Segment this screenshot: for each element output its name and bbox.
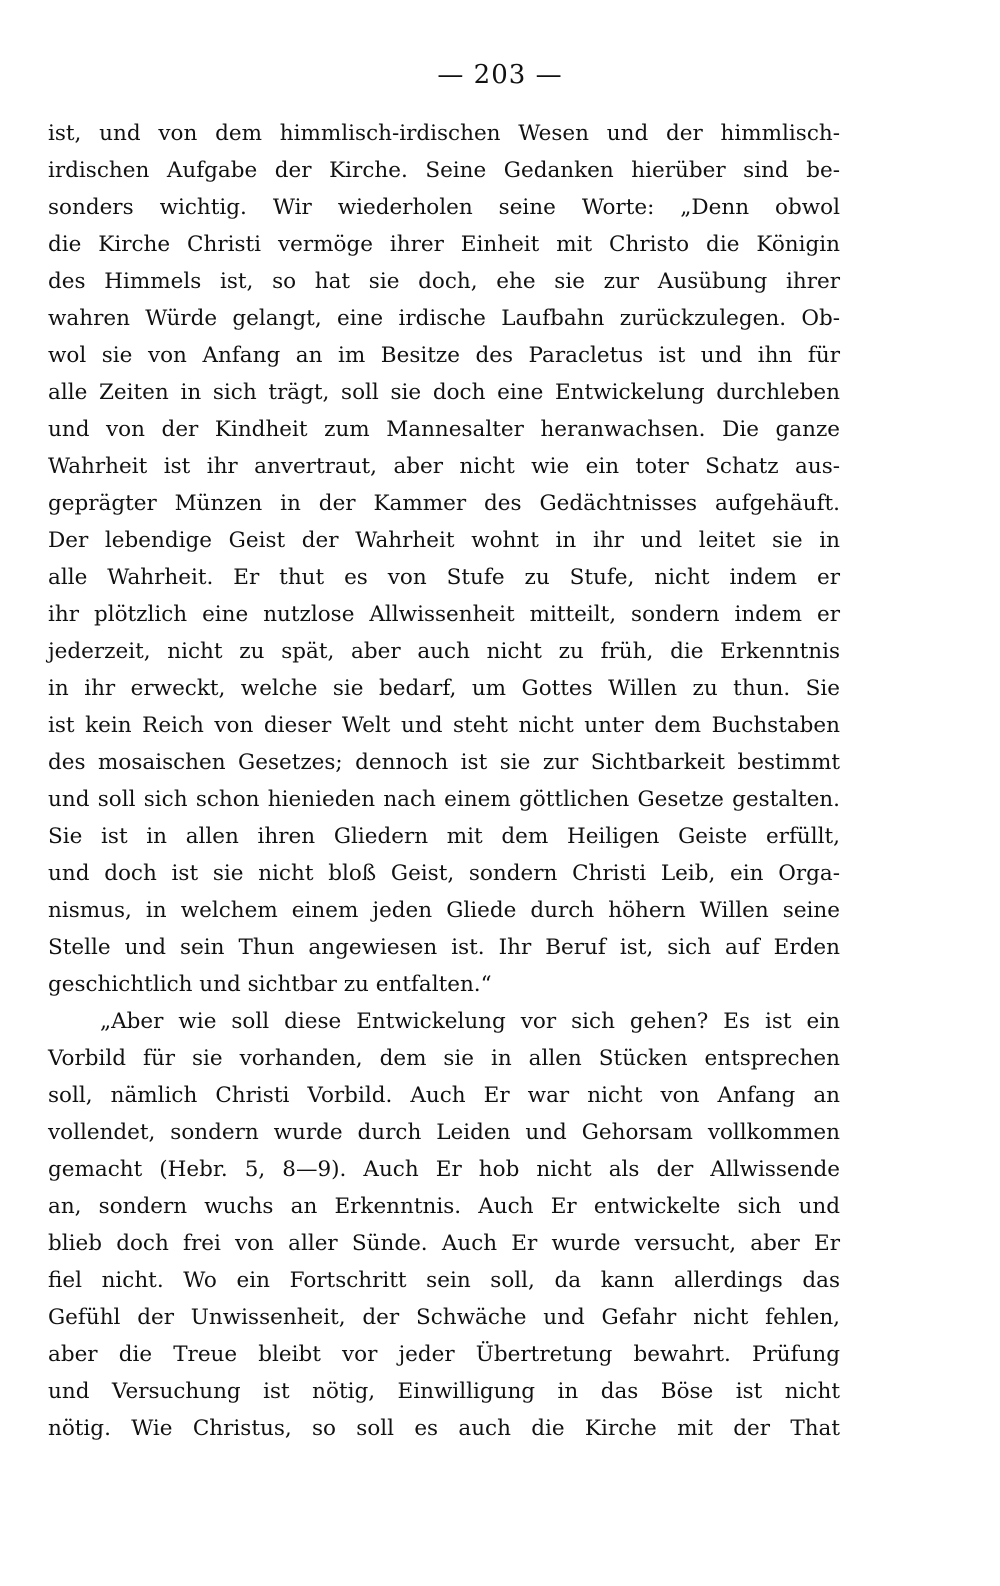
text-line: blieb doch frei von aller Sünde. Auch Er wurde versucht, aber Er: [48, 1231, 840, 1256]
text-line: Stelle und sein Thun angewiesen ist. Ihr Beruf ist, sich auf Erden: [48, 935, 840, 960]
text-line: fiel nicht. Wo ein Fortschritt sein soll, da kann allerdings das: [48, 1268, 840, 1293]
text-line: und Versuchung ist nötig, Einwilligung in das Böse ist nicht: [48, 1379, 840, 1404]
text-line: geprägter Münzen in der Kammer des Gedächtnisses aufgehäuft.: [48, 491, 840, 516]
text-line: sonders wichtig. Wir wiederholen seine Worte: „Denn obwol: [48, 195, 840, 220]
text-line: die Kirche Christi vermöge ihrer Einheit mit Christo die Königin: [48, 232, 840, 257]
text-line: wahren Würde gelangt, eine irdische Laufbahn zurückzulegen. Ob-: [48, 306, 840, 331]
text-line: irdischen Aufgabe der Kirche. Seine Gedanken hierüber sind be-: [48, 158, 840, 183]
text-line: an, sondern wuchs an Erkenntnis. Auch Er entwickelte sich und: [48, 1194, 840, 1219]
paragraph-2: [48, 1003, 840, 1447]
text-line: ist, und von dem himmlisch-irdischen Wesen und der himmlisch-: [48, 121, 840, 146]
body-text: [48, 115, 840, 1447]
text-line: vollendet, sondern wurde durch Leiden und Gehorsam vollkommen: [48, 1120, 840, 1145]
text-line: geschichtlich und sichtbar zu entfalten.“: [48, 972, 492, 997]
text-line: nötig. Wie Christus, so soll es auch die Kirche mit der That: [48, 1416, 840, 1441]
text-line: des mosaischen Gesetzes; dennoch ist sie zur Sichtbarkeit bestimmt: [48, 750, 840, 775]
text-line: gemacht (Hebr. 5, 8—9). Auch Er hob nicht als der Allwissende: [48, 1157, 840, 1182]
text-line: wol sie von Anfang an im Besitze des Paracletus ist und ihn für: [48, 343, 840, 368]
text-line: alle Zeiten in sich trägt, soll sie doch eine Entwickelung durchleben: [48, 380, 840, 405]
page-number: — 203 —: [437, 60, 563, 90]
text-line: und doch ist sie nicht bloß Geist, sondern Christi Leib, ein Orga-: [48, 861, 840, 886]
text-line: nismus, in welchem einem jeden Gliede durch höhern Willen seine: [48, 898, 840, 923]
text-line: jederzeit, nicht zu spät, aber auch nicht zu früh, die Erkenntnis: [48, 639, 840, 664]
text-line: alle Wahrheit. Er thut es von Stufe zu Stufe, nicht indem er: [48, 565, 840, 590]
text-line: und soll sich schon hienieden nach einem göttlichen Gesetze gestalten.: [48, 787, 840, 812]
text-line: Der lebendige Geist der Wahrheit wohnt in ihr und leitet sie in: [48, 528, 840, 553]
text-line: aber die Treue bleibt vor jeder Übertretung bewahrt. Prüfung: [48, 1342, 840, 1367]
text-line: ihr plötzlich eine nutzlose Allwissenheit mitteilt, sondern indem er: [48, 602, 840, 627]
text-line: soll, nämlich Christi Vorbild. Auch Er war nicht von Anfang an: [48, 1083, 840, 1108]
text-line: Gefühl der Unwissenheit, der Schwäche und Gefahr nicht fehlen,: [48, 1305, 840, 1330]
text-line: in ihr erweckt, welche sie bedarf, um Gottes Willen zu thun. Sie: [48, 676, 840, 701]
text-line: und von der Kindheit zum Mannesalter heranwachsen. Die ganze: [48, 417, 840, 442]
text-line: „Aber wie soll diese Entwickelung vor sich gehen? Es ist ein: [100, 1009, 840, 1034]
text-line: ist kein Reich von dieser Welt und steht nicht unter dem Buchstaben: [48, 713, 840, 738]
text-line: des Himmels ist, so hat sie doch, ehe sie zur Ausübung ihrer: [48, 269, 840, 294]
text-line: Vorbild für sie vorhanden, dem sie in allen Stücken entsprechen: [48, 1046, 840, 1071]
paragraph-1: [48, 115, 840, 1003]
text-line: Wahrheit ist ihr anvertraut, aber nicht wie ein toter Schatz aus-: [48, 454, 840, 479]
text-line: Sie ist in allen ihren Gliedern mit dem Heiligen Geiste erfüllt,: [48, 824, 840, 849]
